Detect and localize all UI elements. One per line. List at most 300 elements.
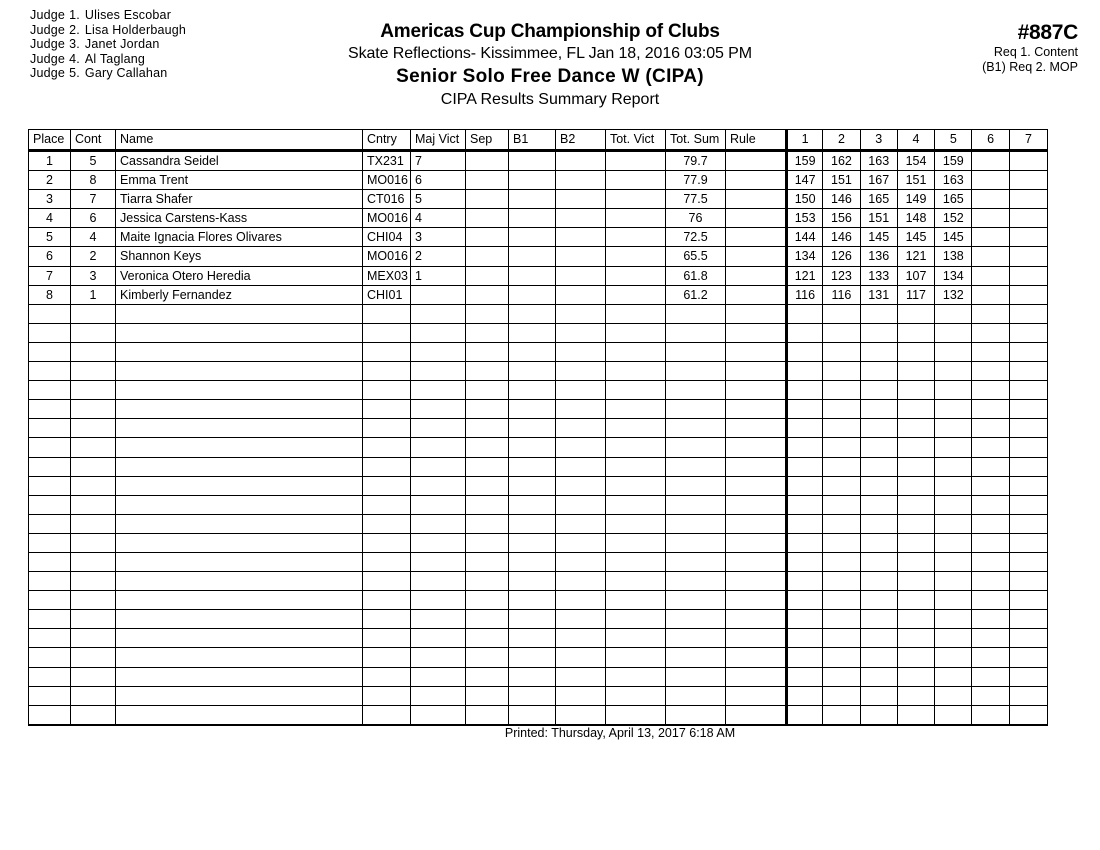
cell-b1-empty	[509, 305, 556, 323]
cell-tot-sum-empty	[666, 515, 726, 533]
cell-sep-empty	[466, 496, 509, 514]
cell-b1-empty	[509, 534, 556, 552]
cell-judge-3-empty	[861, 458, 898, 476]
cell-maj-vict-empty	[411, 591, 466, 609]
cell-judge-6-score	[972, 152, 1009, 170]
cell-judge-3-empty	[861, 496, 898, 514]
cell-judge-4-empty	[898, 706, 935, 724]
cell-name-empty	[116, 648, 363, 666]
cell-cntry-empty	[363, 648, 411, 666]
cell-judge-1-empty	[786, 515, 823, 533]
cell-judge-6-score	[972, 247, 1009, 265]
report-subtitle: CIPA Results Summary Report	[440, 91, 660, 108]
cell-judge-6-empty	[972, 477, 1009, 495]
cell-judge-6-empty	[972, 458, 1009, 476]
cell-judge-2-empty	[823, 362, 860, 380]
cell-judge-4-empty	[898, 553, 935, 571]
cell-b1	[509, 152, 556, 170]
cell-judge-2-empty	[823, 496, 860, 514]
cell-judge-6-empty	[972, 706, 1009, 724]
cell-tot-sum-empty	[666, 343, 726, 361]
cell-judge-1-empty	[786, 362, 823, 380]
cell-judge-6-empty	[972, 515, 1009, 533]
cell-judge-4-empty	[898, 305, 935, 323]
cell-sep-empty	[466, 305, 509, 323]
cell-judge-7-empty	[1010, 458, 1047, 476]
table-row-empty	[29, 609, 1047, 628]
cell-maj-vict: 4	[411, 209, 466, 227]
cell-judge-2-empty	[823, 572, 860, 590]
cell-judge-2-empty	[823, 400, 860, 418]
cell-judge-7-score	[1010, 267, 1047, 285]
judge-number: 1.	[69, 8, 80, 22]
cell-name-empty	[116, 419, 363, 437]
cell-place-empty	[29, 534, 71, 552]
cell-judge-7-score	[1010, 228, 1047, 246]
cell-judge-6-empty	[972, 534, 1009, 552]
cell-name-empty	[116, 438, 363, 456]
cell-judge-3-score: 131	[861, 286, 898, 304]
cell-tot-sum: 77.5	[666, 190, 726, 208]
cell-b2-empty	[556, 572, 606, 590]
table-row-empty	[29, 686, 1047, 705]
cell-judge-6-empty	[972, 324, 1009, 342]
cell-name-empty	[116, 591, 363, 609]
judge-label: Judge	[30, 51, 66, 66]
cell-cntry-empty	[363, 324, 411, 342]
cell-b2-empty	[556, 343, 606, 361]
cell-sep-empty	[466, 400, 509, 418]
cell-name-empty	[116, 553, 363, 571]
cell-name-empty	[116, 687, 363, 705]
cell-tot-vict-empty	[606, 400, 666, 418]
cell-cntry: MO016	[363, 171, 411, 189]
cell-judge-2-empty	[823, 591, 860, 609]
cell-judge-1-empty	[786, 381, 823, 399]
cell-place-empty	[29, 610, 71, 628]
cell-maj-vict-empty	[411, 648, 466, 666]
cell-judge-5-empty	[935, 496, 972, 514]
cell-judge-6-empty	[972, 362, 1009, 380]
cell-b1-empty	[509, 381, 556, 399]
table-row	[29, 246, 1047, 265]
cell-cont-empty	[71, 419, 116, 437]
cell-b1-empty	[509, 572, 556, 590]
cell-cont-empty	[71, 477, 116, 495]
event-number: #887C	[1017, 21, 1078, 44]
cell-judge-7-empty	[1010, 419, 1047, 437]
cell-cntry-empty	[363, 419, 411, 437]
cell-rule-empty	[726, 591, 786, 609]
cell-tot-vict-empty	[606, 362, 666, 380]
cell-judge-1-empty	[786, 668, 823, 686]
table-row-empty	[29, 571, 1047, 590]
cell-sep	[466, 286, 509, 304]
cell-rule-empty	[726, 458, 786, 476]
cell-tot-vict-empty	[606, 305, 666, 323]
cell-name-empty	[116, 629, 363, 647]
cell-rule-empty	[726, 648, 786, 666]
cell-judge-1-score: 153	[786, 209, 823, 227]
cell-cntry-empty	[363, 591, 411, 609]
column-header-b2: B2	[556, 130, 606, 149]
cell-rule-empty	[726, 706, 786, 724]
cell-tot-vict	[606, 286, 666, 304]
cell-sep-empty	[466, 668, 509, 686]
cell-judge-2-empty	[823, 534, 860, 552]
cell-judge-3-empty	[861, 668, 898, 686]
cell-cont-empty	[71, 381, 116, 399]
cell-judge-2-empty	[823, 629, 860, 647]
cell-judge-7-empty	[1010, 477, 1047, 495]
cell-maj-vict: 5	[411, 190, 466, 208]
table-row	[29, 266, 1047, 285]
cell-rule	[726, 190, 786, 208]
cell-rule	[726, 286, 786, 304]
judge-label: Judge	[30, 8, 66, 22]
cell-judge-5-empty	[935, 324, 972, 342]
cell-tot-sum-empty	[666, 419, 726, 437]
cell-judge-5-empty	[935, 477, 972, 495]
column-header-judge-3: 3	[861, 130, 898, 149]
cell-judge-4-empty	[898, 668, 935, 686]
cell-judge-6-empty	[972, 496, 1009, 514]
cell-cntry: MO016	[363, 209, 411, 227]
cell-judge-5-score: 165	[935, 190, 972, 208]
cell-cont-empty	[71, 553, 116, 571]
cell-judge-5-empty	[935, 534, 972, 552]
cell-maj-vict-empty	[411, 438, 466, 456]
cell-b2	[556, 152, 606, 170]
cell-maj-vict-empty	[411, 534, 466, 552]
cell-tot-sum-empty	[666, 706, 726, 724]
cell-name-empty	[116, 477, 363, 495]
cell-judge-7-empty	[1010, 629, 1047, 647]
cell-judge-5-empty	[935, 400, 972, 418]
column-header-maj-vict: Maj Vict	[411, 130, 466, 149]
cell-judge-4-score: 107	[898, 267, 935, 285]
cell-name-empty	[116, 572, 363, 590]
requirement-2: (B1) Req 2. MOP	[982, 59, 1078, 74]
cell-judge-7-score	[1010, 209, 1047, 227]
cell-tot-vict-empty	[606, 458, 666, 476]
cell-b1	[509, 171, 556, 189]
cell-judge-5-score: 152	[935, 209, 972, 227]
cell-judge-1-empty	[786, 400, 823, 418]
cell-cntry-empty	[363, 477, 411, 495]
cell-judge-2-empty	[823, 343, 860, 361]
cell-b2	[556, 209, 606, 227]
cell-cont-empty	[71, 362, 116, 380]
table-row-empty	[29, 495, 1047, 514]
cell-judge-4-empty	[898, 400, 935, 418]
cell-judge-3-score: 133	[861, 267, 898, 285]
column-header-b1: B1	[509, 130, 556, 149]
cell-b2-empty	[556, 687, 606, 705]
category-title: Senior Solo Free Dance W (CIPA)	[396, 66, 704, 87]
judge-number: 3.	[69, 37, 80, 52]
cell-name-empty	[116, 362, 363, 380]
cell-tot-vict-empty	[606, 343, 666, 361]
cell-name: Shannon Keys	[116, 247, 363, 265]
cell-sep-empty	[466, 553, 509, 571]
cell-maj-vict-empty	[411, 305, 466, 323]
cell-place: 8	[29, 286, 71, 304]
cell-cont: 5	[71, 152, 116, 170]
cell-cont-empty	[71, 591, 116, 609]
cell-judge-4-empty	[898, 610, 935, 628]
cell-judge-7-empty	[1010, 668, 1047, 686]
cell-judge-6-score	[972, 286, 1009, 304]
cell-judge-4-score: 154	[898, 152, 935, 170]
cell-tot-vict	[606, 190, 666, 208]
cell-judge-3-score: 163	[861, 152, 898, 170]
cell-judge-6-score	[972, 190, 1009, 208]
cell-tot-vict-empty	[606, 687, 666, 705]
cell-cntry-empty	[363, 305, 411, 323]
cell-judge-7-score	[1010, 247, 1047, 265]
cell-cont-empty	[71, 668, 116, 686]
cell-sep-empty	[466, 610, 509, 628]
cell-judge-3-score: 165	[861, 190, 898, 208]
cell-cont-empty	[71, 515, 116, 533]
cell-b1	[509, 228, 556, 246]
cell-judge-6-empty	[972, 400, 1009, 418]
cell-b1-empty	[509, 515, 556, 533]
cell-maj-vict-empty	[411, 629, 466, 647]
cell-cntry-empty	[363, 572, 411, 590]
cell-judge-5-empty	[935, 381, 972, 399]
cell-maj-vict: 1	[411, 267, 466, 285]
cell-judge-1-empty	[786, 324, 823, 342]
cell-judge-5-empty	[935, 610, 972, 628]
cell-judge-5-empty	[935, 629, 972, 647]
cell-judge-7-score	[1010, 286, 1047, 304]
cell-place-empty	[29, 477, 71, 495]
cell-place-empty	[29, 629, 71, 647]
cell-cntry-empty	[363, 381, 411, 399]
cell-judge-2-score: 146	[823, 190, 860, 208]
cell-sep	[466, 228, 509, 246]
column-header-judge-2: 2	[823, 130, 860, 149]
cell-cont-empty	[71, 400, 116, 418]
cell-judge-4-empty	[898, 687, 935, 705]
cell-judge-2-score: 146	[823, 228, 860, 246]
cell-b1-empty	[509, 668, 556, 686]
cell-judge-2-empty	[823, 648, 860, 666]
table-row-empty	[29, 437, 1047, 456]
cell-tot-vict-empty	[606, 706, 666, 724]
cell-name: Emma Trent	[116, 171, 363, 189]
cell-judge-1-empty	[786, 610, 823, 628]
cell-tot-vict-empty	[606, 324, 666, 342]
cell-judge-3-empty	[861, 343, 898, 361]
cell-place-empty	[29, 419, 71, 437]
cell-judge-2-score: 126	[823, 247, 860, 265]
cell-judge-6-empty	[972, 648, 1009, 666]
cell-rule-empty	[726, 324, 786, 342]
cell-b1-empty	[509, 706, 556, 724]
cell-place: 6	[29, 247, 71, 265]
cell-cont-empty	[71, 438, 116, 456]
cell-judge-1-empty	[786, 687, 823, 705]
cell-tot-sum: 61.8	[666, 267, 726, 285]
cell-judge-3-empty	[861, 419, 898, 437]
cell-judge-1-score: 144	[786, 228, 823, 246]
cell-tot-vict-empty	[606, 629, 666, 647]
cell-judge-6-empty	[972, 610, 1009, 628]
cell-judge-1-empty	[786, 534, 823, 552]
cell-name-empty	[116, 381, 363, 399]
cell-tot-sum-empty	[666, 668, 726, 686]
cell-b2-empty	[556, 324, 606, 342]
cell-judge-4-empty	[898, 515, 935, 533]
table-row-empty	[29, 590, 1047, 609]
cell-judge-1-score: 116	[786, 286, 823, 304]
cell-cntry: CHI04	[363, 228, 411, 246]
table-row	[29, 285, 1047, 304]
cell-cont: 7	[71, 190, 116, 208]
cell-rule-empty	[726, 381, 786, 399]
cell-maj-vict-empty	[411, 324, 466, 342]
cell-b2	[556, 247, 606, 265]
cell-b1-empty	[509, 648, 556, 666]
table-row-empty	[29, 705, 1047, 724]
cell-b2-empty	[556, 305, 606, 323]
cell-judge-6-empty	[972, 553, 1009, 571]
cell-judge-1-empty	[786, 553, 823, 571]
cell-rule-empty	[726, 419, 786, 437]
cell-judge-4-empty	[898, 381, 935, 399]
cell-name-empty	[116, 706, 363, 724]
cell-judge-1-score: 159	[786, 152, 823, 170]
cell-tot-sum: 65.5	[666, 247, 726, 265]
cell-judge-7-empty	[1010, 572, 1047, 590]
table-row	[29, 151, 1047, 170]
cell-tot-sum: 79.7	[666, 152, 726, 170]
cell-b2-empty	[556, 400, 606, 418]
cell-tot-sum-empty	[666, 572, 726, 590]
cell-rule	[726, 267, 786, 285]
cell-judge-7-empty	[1010, 610, 1047, 628]
cell-sep	[466, 190, 509, 208]
cell-rule-empty	[726, 572, 786, 590]
cell-judge-4-empty	[898, 477, 935, 495]
column-header-name: Name	[116, 130, 363, 149]
column-header-rule: Rule	[726, 130, 786, 149]
cell-tot-vict-empty	[606, 515, 666, 533]
table-row	[29, 189, 1047, 208]
cell-judge-7-empty	[1010, 324, 1047, 342]
cell-rule-empty	[726, 400, 786, 418]
cell-judge-3-empty	[861, 438, 898, 456]
cell-tot-vict-empty	[606, 648, 666, 666]
cell-maj-vict-empty	[411, 668, 466, 686]
cell-judge-3-empty	[861, 553, 898, 571]
cell-tot-sum-empty	[666, 610, 726, 628]
cell-cntry-empty	[363, 515, 411, 533]
cell-b2	[556, 267, 606, 285]
judge-name: Janet Jordan	[84, 37, 160, 52]
cell-judge-4-empty	[898, 419, 935, 437]
cell-place-empty	[29, 343, 71, 361]
cell-judge-6-empty	[972, 591, 1009, 609]
cell-place-empty	[29, 648, 71, 666]
cell-tot-sum-empty	[666, 438, 726, 456]
cell-judge-6-score	[972, 171, 1009, 189]
column-header-cntry: Cntry	[363, 130, 411, 149]
cell-judge-4-empty	[898, 362, 935, 380]
cell-judge-2-empty	[823, 515, 860, 533]
cell-judge-6-empty	[972, 343, 1009, 361]
cell-judge-5-score: 138	[935, 247, 972, 265]
cell-judge-4-empty	[898, 629, 935, 647]
cell-cntry: MO016	[363, 247, 411, 265]
cell-maj-vict-empty	[411, 362, 466, 380]
cell-tot-sum-empty	[666, 496, 726, 514]
cell-judge-2-score: 116	[823, 286, 860, 304]
cell-cntry-empty	[363, 438, 411, 456]
cell-b2	[556, 171, 606, 189]
cell-tot-vict	[606, 152, 666, 170]
cell-b2-empty	[556, 648, 606, 666]
cell-rule-empty	[726, 305, 786, 323]
table-header-row	[29, 130, 1047, 151]
cell-judge-5-empty	[935, 458, 972, 476]
cell-judge-7-empty	[1010, 591, 1047, 609]
cell-tot-vict	[606, 267, 666, 285]
cell-judge-1-empty	[786, 438, 823, 456]
cell-place-empty	[29, 458, 71, 476]
cell-sep-empty	[466, 438, 509, 456]
cell-b2-empty	[556, 477, 606, 495]
results-table	[28, 129, 1048, 726]
cell-place-empty	[29, 438, 71, 456]
cell-rule-empty	[726, 515, 786, 533]
cell-judge-5-empty	[935, 668, 972, 686]
cell-cont: 4	[71, 228, 116, 246]
cell-maj-vict: 2	[411, 247, 466, 265]
cell-judge-4-empty	[898, 458, 935, 476]
cell-maj-vict-empty	[411, 458, 466, 476]
cell-rule	[726, 247, 786, 265]
cell-b1-empty	[509, 629, 556, 647]
cell-cntry: CHI01	[363, 286, 411, 304]
cell-b1-empty	[509, 400, 556, 418]
cell-judge-4-empty	[898, 438, 935, 456]
printed-timestamp: Printed: Thursday, April 13, 2017 6:18 AM	[504, 726, 736, 740]
cell-judge-3-empty	[861, 362, 898, 380]
cell-b1-empty	[509, 419, 556, 437]
table-row-empty	[29, 476, 1047, 495]
cell-place-empty	[29, 687, 71, 705]
cell-place: 2	[29, 171, 71, 189]
cell-judge-4-score: 151	[898, 171, 935, 189]
cell-b1-empty	[509, 496, 556, 514]
cell-judge-2-empty	[823, 553, 860, 571]
cell-b2-empty	[556, 438, 606, 456]
cell-cont: 6	[71, 209, 116, 227]
cell-judge-5-empty	[935, 515, 972, 533]
cell-judge-3-empty	[861, 400, 898, 418]
cell-place-empty	[29, 381, 71, 399]
cell-judge-5-empty	[935, 419, 972, 437]
cell-judge-7-empty	[1010, 381, 1047, 399]
column-header-tot-vict: Tot. Vict	[606, 130, 666, 149]
cell-tot-vict-empty	[606, 419, 666, 437]
table-row-empty	[29, 380, 1047, 399]
cell-judge-3-empty	[861, 706, 898, 724]
